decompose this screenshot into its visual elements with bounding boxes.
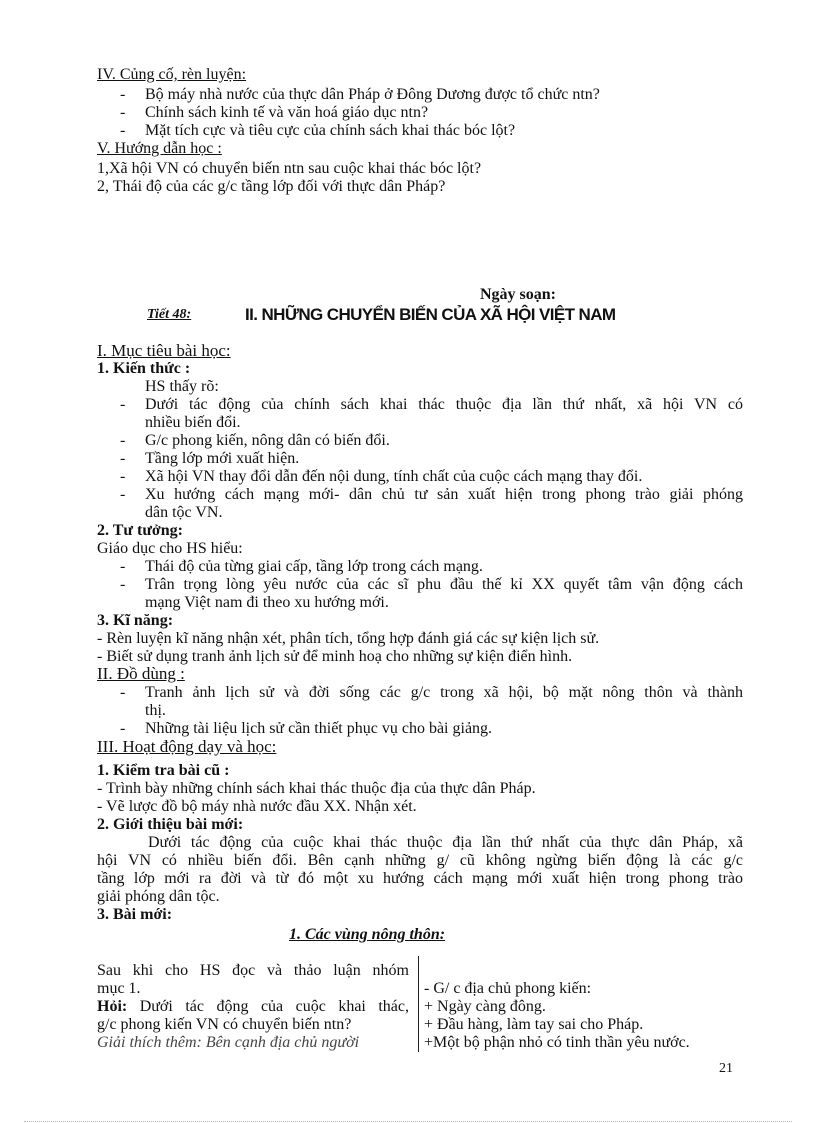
bullet-dash: -	[120, 684, 126, 701]
list-item: Mặt tích cực và tiêu cực của chính sách khai thác bóc lột?	[145, 122, 516, 139]
list-item-continued: thị.	[145, 702, 166, 719]
text-line: Giáo dục cho HS hiểu:	[97, 540, 243, 557]
table-right-line: +Một bộ phận nhỏ có tinh thần yêu nước.	[424, 1034, 690, 1051]
section-v-heading: V. Hướng dẫn học :	[97, 140, 222, 157]
paragraph-line: giải phóng dân tộc.	[97, 888, 220, 905]
list-item: Trân trọng lòng yêu nước của các sĩ phu đầu thế kỉ XX quyết tâm vận động cách	[145, 576, 743, 593]
list-item: Dưới tác động của chính sách khai thác thuộc địa lần thứ nhất, xã hội VN có	[145, 396, 743, 413]
text-line: 1,Xã hội VN có chuyển biến ntn sau cuộc khai thác bóc lột?	[97, 160, 482, 177]
list-item: Những tài liệu lịch sử cần thiết phục vụ cho bài giảng.	[145, 720, 493, 737]
paragraph-line: tầng lớp mới ra đời và từ đó một xu hướng cách mạng mới xuất hiện trong phong trào	[97, 870, 743, 887]
bullet-dash: -	[120, 558, 126, 575]
list-item: Chính sách kinh tế và văn hoá giáo dục ntn?	[145, 104, 429, 121]
date-label: Ngày soạn:	[480, 286, 557, 303]
review-heading: 1. Kiểm tra bài cũ :	[97, 762, 230, 779]
part-ii-heading: II. Đồ dùng :	[97, 664, 185, 683]
bullet-dash: -	[120, 86, 126, 103]
subsection-heading: 1. Các vùng nông thôn:	[289, 926, 446, 943]
table-column-divider	[418, 956, 419, 1052]
list-item-continued: dân tộc VN.	[145, 504, 223, 521]
intro-heading: 2. Giới thiệu bài mới:	[97, 816, 244, 833]
text-line: - Rèn luyện kĩ năng nhận xét, phân tích, tổng hợp đánh giá các sự kiện lịch sử.	[97, 630, 600, 647]
bullet-dash: -	[120, 104, 126, 121]
table-left-line: Sau khi cho HS đọc và thảo luận nhóm	[97, 962, 409, 979]
lesson-number: Tiết 48:	[147, 307, 192, 322]
table-left-line: mục 1.	[97, 980, 141, 997]
text-line: HS thấy rõ:	[145, 378, 219, 395]
page-number: 21	[719, 1061, 733, 1076]
list-item: Xu hướng cách mạng mới- dân chủ tư sản xuất hiện trong phong trào giải phóng	[145, 486, 743, 503]
bullet-dash: -	[120, 122, 126, 139]
bullet-dash: -	[120, 576, 126, 593]
table-right-line: - G/ c địa chủ phong kiến:	[424, 980, 592, 997]
text-line: - Trình bày những chính sách khai thác thuộc địa của thực dân Pháp.	[97, 780, 536, 797]
list-item: Tranh ảnh lịch sử và đời sống các g/c trong xã hội, bộ mặt nông thôn và thành	[145, 684, 743, 701]
table-right-line: + Ngày càng đông.	[424, 998, 546, 1015]
list-item-continued: nhiều biến đổi.	[145, 414, 241, 431]
question-text: Dưới tác động của cuộc khai thác,	[127, 998, 409, 1015]
part-iii-heading: III. Hoạt động dạy và học:	[97, 737, 277, 756]
knowledge-heading: 1. Kiến thức :	[97, 360, 191, 377]
list-item: Bộ máy nhà nước của thực dân Pháp ở Đông Dương được tổ chức ntn?	[145, 86, 600, 103]
table-left-line: g/c phong kiến VN có chuyển biến ntn?	[97, 1016, 352, 1033]
text-line: 2, Thái độ của các g/c tầng lớp đối với thực dân Pháp?	[97, 178, 446, 195]
bullet-dash: -	[120, 432, 126, 449]
text-line: - Biết sử dụng tranh ảnh lịch sử để minh hoạ cho những sự kiện điển hình.	[97, 648, 573, 665]
new-lesson-heading: 3. Bài mới:	[97, 906, 173, 923]
table-right-line: + Đầu hàng, làm tay sai cho Pháp.	[424, 1016, 644, 1033]
bullet-dash: -	[120, 450, 126, 467]
section-iv-heading: IV. Củng cố, rèn luyện:	[97, 66, 247, 83]
list-item: G/c phong kiến, nông dân có biến đổi.	[145, 432, 390, 449]
part-i-heading: I. Mục tiêu bài học:	[97, 341, 231, 360]
bullet-dash: -	[120, 486, 126, 503]
thought-heading: 2. Tư tưởng:	[97, 522, 183, 539]
table-left-line: Giải thích thêm: Bên cạnh địa chủ người	[97, 1034, 360, 1051]
paragraph-line: Dưới tác động của cuộc khai thác thuộc địa lần thứ nhất của thực dân Pháp, xã	[148, 834, 743, 851]
table-left-line	[97, 998, 409, 1016]
list-item: Xã hội VN thay đổi dẫn đến nội dung, tính chất của cuộc cách mạng thay đổi.	[145, 468, 643, 485]
lesson-title: II. NHỮNG CHUYỂN BIẾN CỦA XÃ HỘI VIỆT NAM	[245, 305, 616, 324]
list-item: Thái độ của từng giai cấp, tầng lớp trong cách mạng.	[145, 558, 483, 575]
skills-heading: 3. Kĩ năng:	[97, 612, 174, 629]
paragraph-line: hội VN có nhiều biến đổi. Bên cạnh những g/ cũ không ngừng biến động là các g/c	[97, 852, 743, 869]
question-label: Hỏi:	[97, 998, 128, 1015]
bullet-dash: -	[120, 720, 126, 737]
page-bottom-edge	[24, 1121, 792, 1122]
list-item: Tầng lớp mới xuất hiện.	[145, 450, 300, 467]
list-item-continued: mạng Việt nam đi theo xu hướng mới.	[145, 594, 389, 611]
text-line: - Vẽ lược đồ bộ máy nhà nước đầu XX. Nhận xét.	[97, 798, 417, 815]
bullet-dash: -	[120, 396, 126, 413]
bullet-dash: -	[120, 468, 126, 485]
